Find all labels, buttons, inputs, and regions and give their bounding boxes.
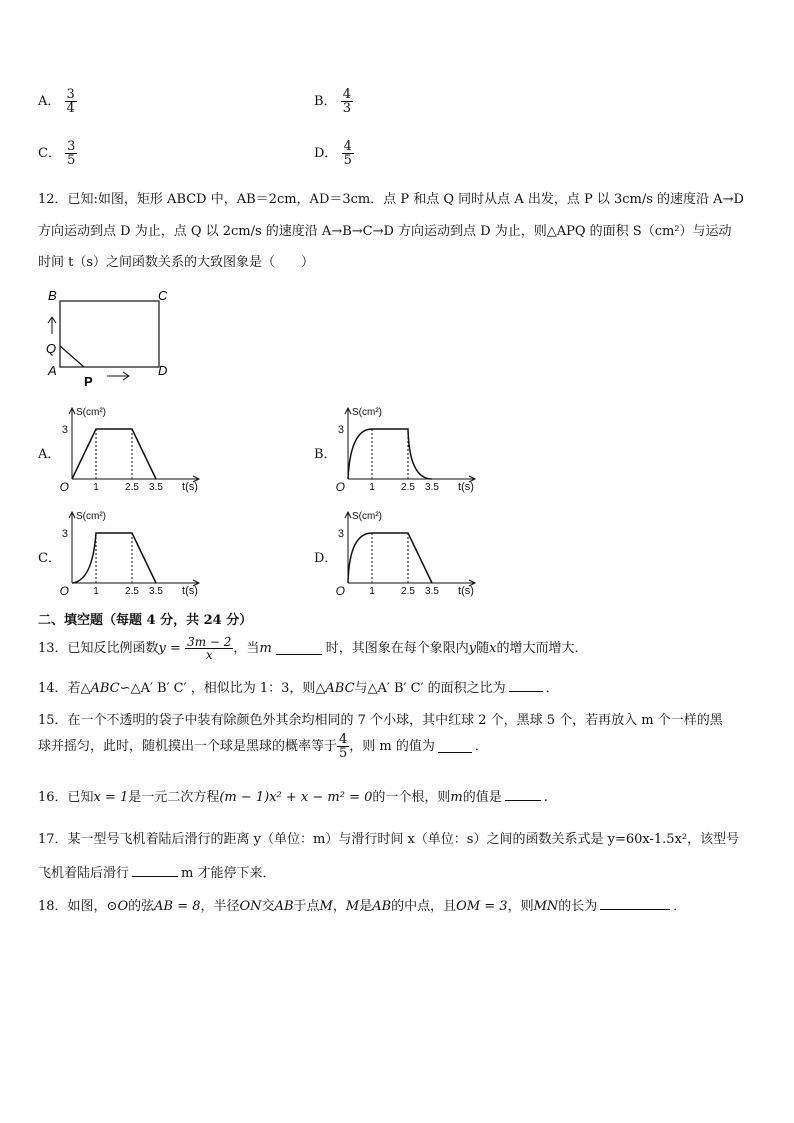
option-label: C． [38,146,61,161]
origin-label: O [59,480,69,494]
x-axis-label: t(s) [458,585,474,597]
x-tick-3-5: 3.5 [425,482,439,493]
x-tick-1: 1 [93,586,99,597]
fraction: $\frac{3}{5}$ [67,139,76,168]
graph-curve [72,533,156,583]
origin-label: O [335,480,345,494]
y-axis-label: S(cm²) [352,511,382,522]
segment-pq [60,346,84,367]
graph-b [334,403,484,499]
option-label: B． [314,94,337,109]
graph-curve [348,533,432,583]
q15-line2: 球并摇匀，此时，随机摸出一个球是黑球的概率等于 $\frac{4}{5}$ ，则 m 的值为 ． [38,732,488,761]
q18: 18．如图，⊙O的弦AB = 8，半径ON交AB于点M，M是AB的中点，且OM = 3，则MN的长为 ． [38,899,687,914]
option-label: A． [38,94,61,109]
y-axis-label: S(cm²) [76,407,106,418]
x-tick-2-5: 2.5 [401,482,415,493]
graph-svg [334,507,484,599]
x-tick-1: 1 [369,482,375,493]
x-tick-1: 1 [93,482,99,493]
q12-line1: 12．已知:如图，矩形 ABCD 中，AB＝2cm，AD＝3cm．点 P 和点 Q 同时从点 A 出发，点 P 以 3cm/s 的速度沿 A→D [38,192,744,207]
q12-option-a-label: A． [38,447,61,462]
x-axis-label: t(s) [182,481,198,493]
q11-option-b [314,88,353,115]
y-tick-3: 3 [61,424,68,436]
q14: 14．若△ABC∽△A′ B′ C′ ，相似比为 1：3，则△ABC与△A′ B′ C′ 的面积之比为 ． [38,681,559,696]
y-axis-label: S(cm²) [352,407,382,418]
x-axis-label: t(s) [458,481,474,493]
x-tick-3-5: 3.5 [425,586,439,597]
q12-option-d-label: D． [314,551,338,566]
answer-blank[interactable] [509,679,543,692]
rectangle-abcd [60,301,159,367]
q11-option-a [38,88,77,115]
rectangle-figure [40,286,190,391]
x-tick-2-5: 2.5 [125,482,139,493]
label-c: C [158,288,168,303]
q15-line1: 15．在一个不透明的袋子中装有除颜色外其余均相同的 7 个小球，其中红球 2 个，黑球 5 个，若再放入 m 个一样的黑 [38,713,723,728]
label-a: A [48,363,57,378]
q17-line1: 17．某一型号飞机着陆后滑行的距离 y（单位：m）与滑行时间 x（单位：s）之间的函数关系式是 y=60x-1.5x²，该型号 [38,832,740,847]
q12-line3: 时间 t（s）之间函数关系的大致图象是（ ） [38,255,315,270]
label-q: Q [46,341,57,356]
graph-svg [334,403,484,495]
origin-label: O [335,584,345,598]
x-tick-1: 1 [369,586,375,597]
x-tick-3-5: 3.5 [149,586,163,597]
option-label: D． [314,146,338,161]
graph-curve [72,429,156,479]
fraction: $\frac{3}{4}$ [66,87,75,116]
origin-label: O [59,584,69,598]
y-axis-label: S(cm²) [76,511,106,522]
q12-option-b-label: B． [314,447,337,462]
y-tick-3: 3 [337,424,344,436]
q16: 16．已知x = 1是一元二次方程(m − 1)x² + x − m² = 0的一个根，则m的值是 . [38,790,548,805]
graph-a [58,403,208,499]
answer-blank[interactable] [505,788,541,801]
q12-option-c-label: C． [38,551,61,566]
label-b: B [48,288,57,303]
q11-option-c [38,140,77,167]
fraction: $\frac{4}{5}$ [343,139,352,168]
q17-line2: 飞机着陆后滑行 m 才能停下来． [38,866,276,881]
fraction: $\frac{3m - 2}{x}$ [187,635,232,662]
x-tick-2-5: 2.5 [125,586,139,597]
x-tick-2-5: 2.5 [401,586,415,597]
answer-blank[interactable] [132,864,178,877]
q11-option-d [314,140,354,167]
label-d: D [158,363,168,378]
fraction: $\frac{4}{3}$ [342,87,351,116]
graph-svg [58,507,208,599]
q13: 13．已知反比例函数y = $\frac{3m - 2}{x}$ ，当m 时，其图象在每个象限内y随x的增大而增大． [38,635,588,662]
label-p: P [84,374,93,389]
graph-curve [348,429,432,479]
q12-line2: 方向运动到点 D 为止，点 Q 以 2cm/s 的速度沿 A→B→C→D 方向运动到点 D 为止，则△APQ 的面积 S（cm²）与运动 [38,224,732,239]
y-tick-3: 3 [61,528,68,540]
graph-svg [58,403,208,495]
x-axis-label: t(s) [182,585,198,597]
section-title: 二、填空题（每题 4 分，共 24 分） [38,613,253,628]
y-tick-3: 3 [337,528,344,540]
answer-blank[interactable] [276,642,322,655]
answer-blank[interactable] [438,740,472,753]
graph-d [334,507,484,603]
graph-c [58,507,208,603]
x-tick-3-5: 3.5 [149,482,163,493]
fraction: $\frac{4}{5}$ [339,732,348,761]
answer-blank[interactable] [600,897,670,910]
